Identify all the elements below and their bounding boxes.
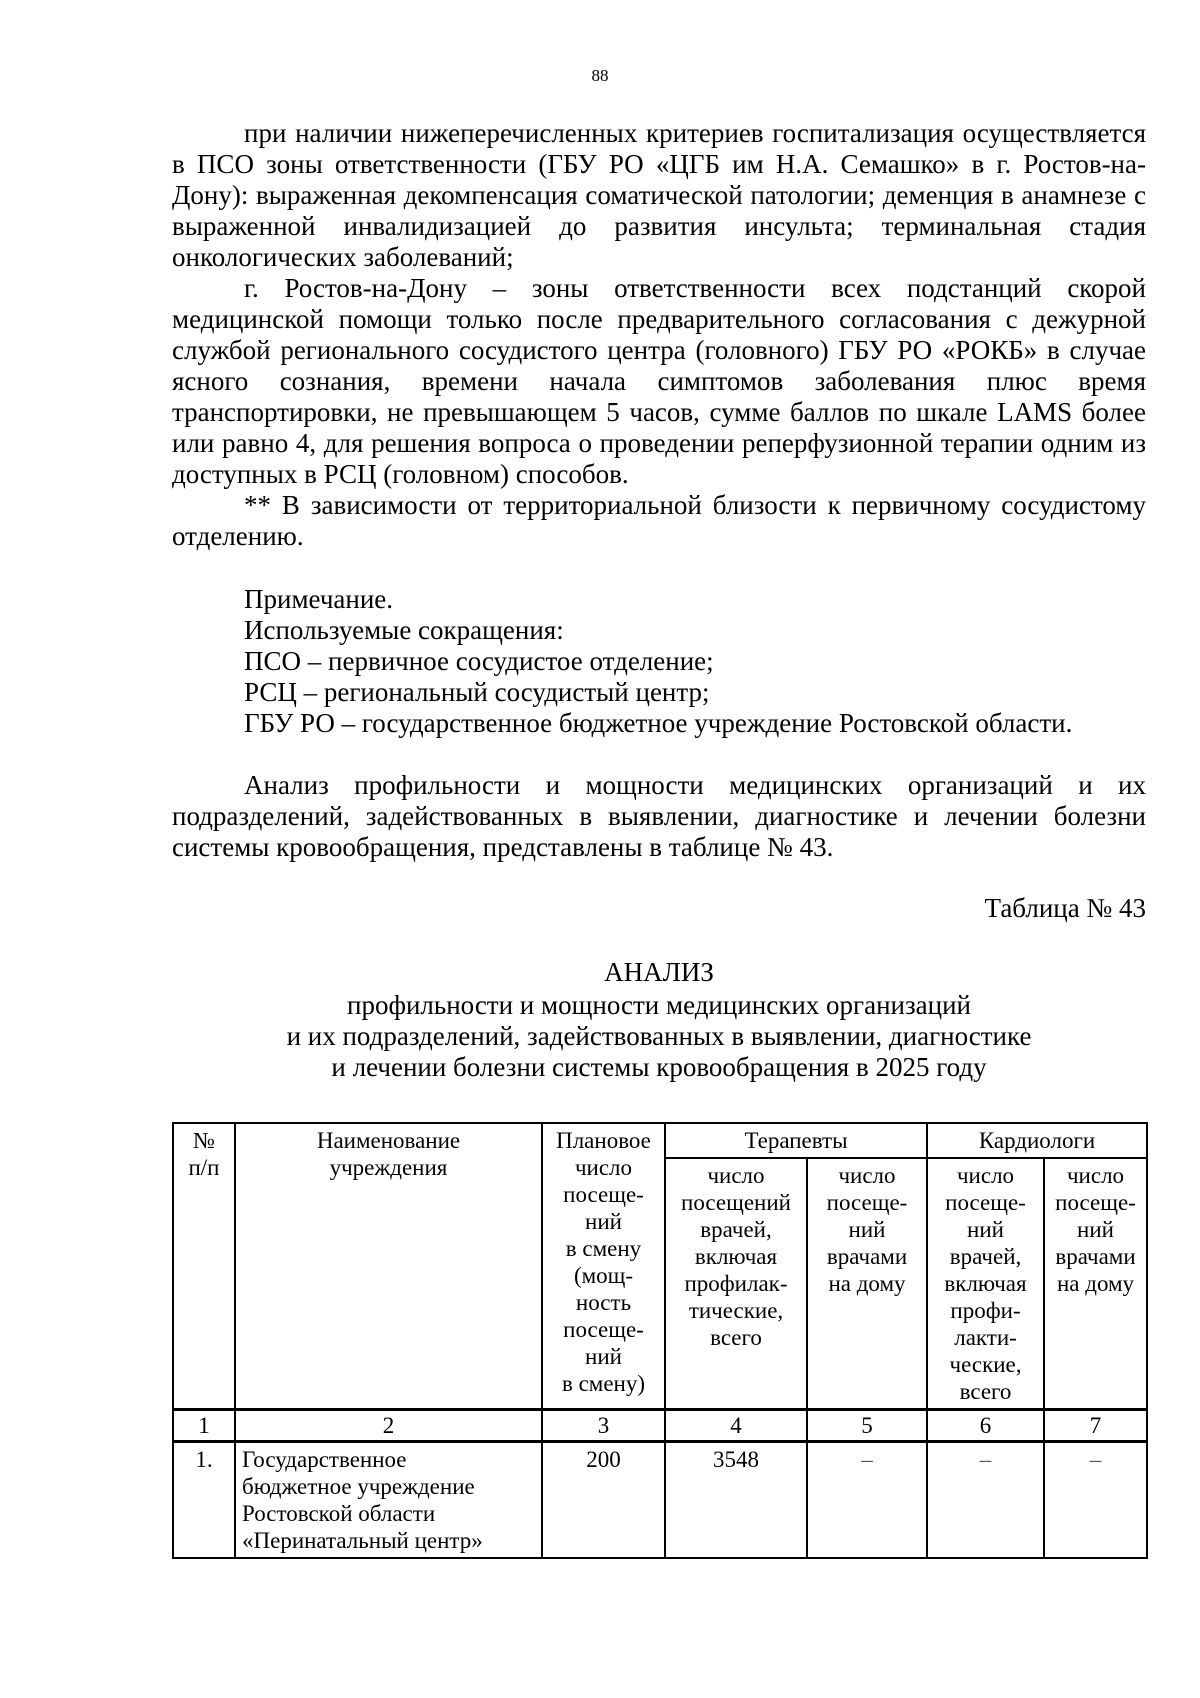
- note-block: [244, 584, 1144, 739]
- table-heading: [172, 957, 1146, 1083]
- header-therapists-home: число посеще- ний врачами на дому: [807, 1158, 927, 1410]
- row-cardiologists-visits: –: [927, 1442, 1044, 1559]
- header-plan: Плановое число посеще- ний в смену (мощ- ность посеще- ний в смену): [542, 1123, 665, 1410]
- header-num: № п/п: [173, 1123, 235, 1410]
- page-number: 88: [591, 66, 609, 85]
- column-number: 6: [927, 1410, 1044, 1442]
- row-name: Государственное бюджетное учреждение Ростовской области «Перинатальный центр»: [235, 1442, 542, 1559]
- header-cardiologists-home: число посеще- ний врачами на дому: [1044, 1158, 1147, 1410]
- column-number: 4: [665, 1410, 807, 1442]
- column-number: 5: [807, 1410, 927, 1442]
- analysis-table: [172, 1122, 1148, 1559]
- column-number: 1: [173, 1410, 235, 1442]
- header-name: Наименование учреждения: [235, 1123, 542, 1410]
- paragraph-footnote: ** В зависимости от территориальной близости к первичному сосудистому отделению.: [172, 490, 1146, 551]
- table-heading-line: профильности и мощности медицинских организаций: [347, 990, 971, 1020]
- row-therapists-home: –: [807, 1442, 927, 1559]
- table-header-row: [173, 1123, 1147, 1158]
- row-num: 1.: [173, 1442, 235, 1559]
- header-therapists-visits: число посещений врачей, включая профилак- тические, всего: [665, 1158, 807, 1410]
- row-plan: 200: [542, 1442, 665, 1559]
- note-item: РСЦ – региональный сосудистый центр;: [244, 677, 710, 707]
- note-item: ПСО – первичное сосудистое отделение;: [244, 646, 714, 676]
- header-cardiologists: Кардиологи: [927, 1123, 1147, 1158]
- body-text: [172, 118, 1146, 552]
- column-number: 2: [235, 1410, 542, 1442]
- header-cardiologists-visits: число посеще- ний врачей, включая профи- лакти- ческие, всего: [927, 1158, 1044, 1410]
- paragraph-analysis: Анализ профильности и мощности медицинских организаций и их подразделений, задействованных в выявлении, диагностике и лечении болезни системы кровообращения, представлены в таблице № 43.: [172, 770, 1146, 862]
- note-subtitle: Используемые сокращения:: [244, 615, 564, 645]
- table-heading-line: и их подразделений, задействованных в выявлении, диагностике: [286, 1021, 1032, 1051]
- header-therapists: Терапевты: [665, 1123, 927, 1158]
- column-number-row: [173, 1410, 1147, 1442]
- table-label: Таблица № 43: [984, 893, 1146, 923]
- paragraph-hospitalization-criteria: при наличии нижеперечисленных критериев госпитализация осуществляется в ПСО зоны ответственности (ГБУ РО «ЦГБ им Н.А. Семашко» в г. Ростов-на-Дону): выраженная декомпенсация соматической патологии; деменция в анамнезе с выраженной инвалидизацией до развития инсульта; терминальная стадия онкологических заболеваний;: [172, 118, 1146, 272]
- table-heading-title: АНАЛИЗ: [604, 957, 714, 987]
- row-cardiologists-home: –: [1044, 1442, 1147, 1559]
- column-number: 7: [1044, 1410, 1147, 1442]
- column-number: 3: [542, 1410, 665, 1442]
- analysis-text: [172, 770, 1146, 863]
- note-item: ГБУ РО – государственное бюджетное учреждение Ростовской области.: [244, 708, 1073, 738]
- row-therapists-visits: 3548: [665, 1442, 807, 1559]
- paragraph-rostov-zones: г. Ростов-на-Дону – зоны ответственности всех подстанций скорой медицинской помощи только после предварительного согласования с дежурной службой регионального сосудистого центра (головного) ГБУ РО «РОКБ» в случае ясного сознания, времени начала симптомов заболевания плюс время транспортировки, не превышающем 5 часов, сумме баллов по шкале LAMS более или равно 4, для решения вопроса о проведении реперфузионной терапии одним из доступных в РСЦ (головном) способов.: [172, 273, 1146, 489]
- table-row: [173, 1442, 1147, 1559]
- table-heading-line: и лечении болезни системы кровообращения в 2025 году: [331, 1052, 987, 1082]
- note-title: Примечание.: [244, 584, 394, 614]
